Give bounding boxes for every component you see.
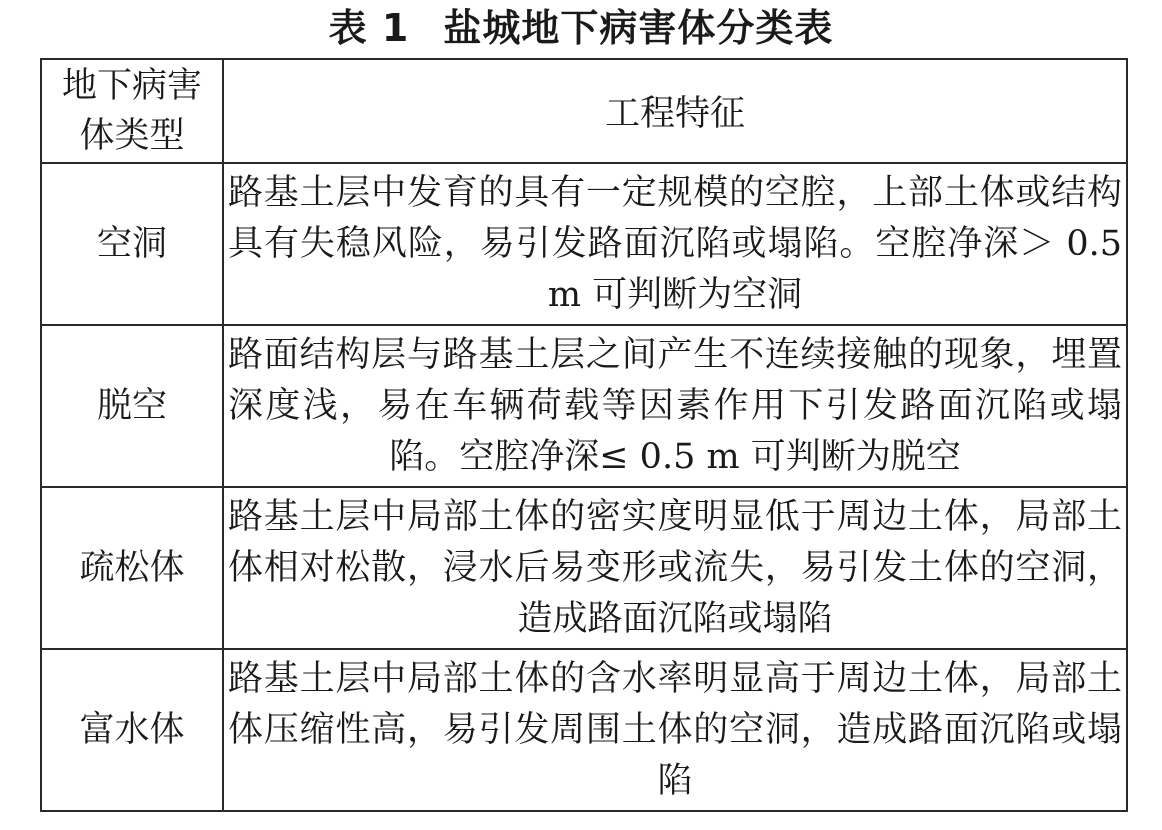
row-feature: 路基土层中局部土体的密实度明显低于周边土体，局部土体相对松散，浸水后易变形或流失，易引发土体的空洞，造成路面沉陷或塌陷 xyxy=(223,487,1127,649)
classification-table xyxy=(40,58,1128,812)
table-row xyxy=(41,325,1127,487)
table-number: 表 1 xyxy=(328,6,410,50)
header-feature: 工程特征 xyxy=(223,59,1127,163)
table-title: 盐城地下病害体分类表 xyxy=(443,6,834,50)
table-row xyxy=(41,649,1127,811)
row-feature: 路基土层中发育的具有一定规模的空腔，上部土体或结构具有失稳风险，易引发路面沉陷或塌陷。空腔净深＞ 0.5 m 可判断为空洞 xyxy=(223,163,1127,325)
row-feature: 路面结构层与路基土层之间产生不连续接触的现象，埋置深度浅，易在车辆荷载等因素作用下引发路面沉陷或塌陷。空腔净深≤ 0.5 m 可判断为脱空 xyxy=(223,325,1127,487)
row-type: 脱空 xyxy=(41,325,223,487)
table-caption xyxy=(0,2,1162,54)
table-row xyxy=(41,163,1127,325)
row-type: 疏松体 xyxy=(41,487,223,649)
table-header-row xyxy=(41,59,1127,163)
row-type: 空洞 xyxy=(41,163,223,325)
table-row xyxy=(41,487,1127,649)
row-feature: 路基土层中局部土体的含水率明显高于周边土体，局部土体压缩性高，易引发周围土体的空洞，造成路面沉陷或塌陷 xyxy=(223,649,1127,811)
row-type: 富水体 xyxy=(41,649,223,811)
header-type: 地下病害体类型 xyxy=(41,59,223,163)
